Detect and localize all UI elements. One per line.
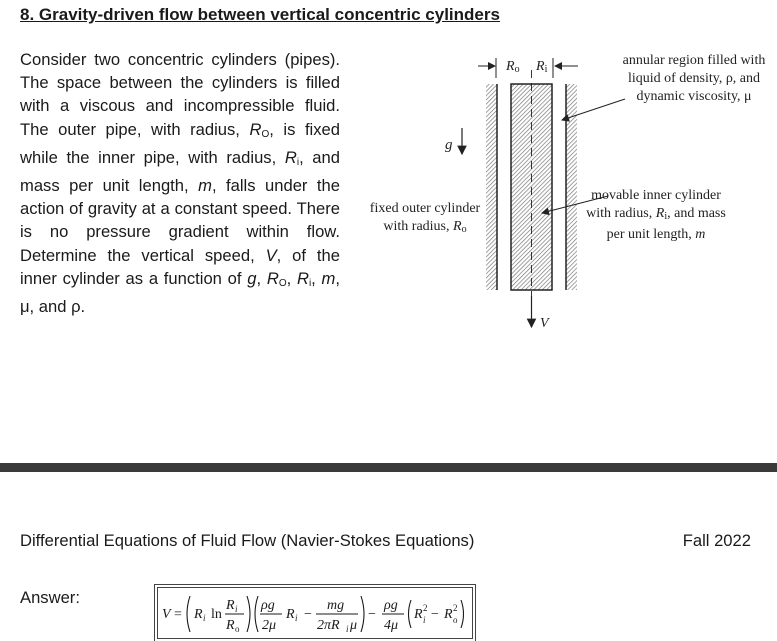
list-ro-symbol: $R_O$ bbox=[266, 268, 287, 289]
svg-text:2: 2 bbox=[423, 603, 428, 613]
svg-text:i: i bbox=[235, 604, 238, 614]
list-m-symbol: m bbox=[321, 268, 336, 288]
svg-text:i: i bbox=[203, 613, 206, 623]
outer-wall-left bbox=[486, 84, 497, 290]
problem-text-4: , falls under the action of gravity at a constant speed. There is no pressure gradient within flow. Determine the vertical speed, bbox=[20, 176, 340, 265]
v-label: V bbox=[540, 316, 549, 331]
term-label: Fall 2022 bbox=[682, 531, 751, 550]
svg-text:2: 2 bbox=[453, 603, 458, 613]
svg-text:R: R bbox=[444, 607, 453, 622]
inner-cylinder-label: movable inner cylinder with radius, $R_i$, and mass per unit length, m bbox=[586, 188, 726, 242]
svg-text:R: R bbox=[194, 607, 203, 622]
problem-text-end: , μ, and ρ. bbox=[20, 268, 340, 317]
ri-symbol: $R_i$ bbox=[284, 147, 300, 168]
svg-text:−: − bbox=[304, 607, 312, 622]
svg-text:R: R bbox=[226, 618, 235, 633]
svg-text:ln: ln bbox=[211, 607, 222, 622]
ri-label: $R_i$ bbox=[536, 59, 548, 75]
formula-v: V bbox=[162, 607, 171, 622]
svg-text:−: − bbox=[431, 607, 439, 622]
ro-label: $R_o$ bbox=[506, 59, 520, 75]
svg-text:R: R bbox=[286, 607, 295, 622]
answer-formula bbox=[157, 587, 473, 639]
g-symbol: g bbox=[247, 268, 257, 288]
outer-cylinder-label: fixed outer cylinder with radius, $R_o$ bbox=[369, 201, 481, 235]
problem-text-3: , and mass per unit length, bbox=[20, 147, 340, 196]
section-divider bbox=[0, 463, 777, 472]
formula-eq: = bbox=[174, 607, 182, 622]
problem-text-5: , of the inner cylinder as a function of bbox=[20, 245, 340, 288]
page-title: 8. Gravity-driven flow between vertical concentric cylinders bbox=[20, 5, 500, 24]
svg-text:2πR: 2πR bbox=[317, 618, 340, 633]
svg-text:i: i bbox=[423, 615, 426, 625]
svg-text:2μ: 2μ bbox=[262, 618, 277, 633]
svg-text:o: o bbox=[235, 624, 240, 634]
svg-text:ρg: ρg bbox=[261, 598, 275, 613]
svg-text:ρg: ρg bbox=[384, 598, 398, 613]
outer-wall-right bbox=[566, 84, 577, 290]
svg-text:4μ: 4μ bbox=[384, 618, 399, 633]
svg-text:mg: mg bbox=[327, 598, 345, 613]
problem-text-2: , is fixed while the inner pipe, with radius, bbox=[20, 119, 340, 167]
answer-label: Answer: bbox=[20, 588, 80, 607]
v-symbol: V bbox=[265, 245, 277, 265]
svg-text:i: i bbox=[295, 613, 298, 623]
svg-text:o: o bbox=[453, 615, 458, 625]
svg-text:μ: μ bbox=[350, 618, 358, 633]
svg-text:i: i bbox=[346, 624, 349, 634]
annular-label: annular region filled with liquid of density, ρ, and dynamic viscosity, μ bbox=[622, 53, 766, 104]
g-label: g bbox=[445, 137, 453, 153]
m-symbol: m bbox=[198, 176, 212, 196]
list-ri-symbol: $R_i$ bbox=[296, 268, 312, 289]
svg-text:R: R bbox=[226, 598, 235, 613]
course-title: Differential Equations of Fluid Flow (Navier-Stokes Equations) bbox=[20, 531, 475, 550]
svg-text:R: R bbox=[414, 607, 423, 622]
problem-statement: Consider two concentric cylinders (pipes). The space between the cylinders is filled with a viscous and incompressible fluid. The outer pipe, with radius, $R_O$, is fixed while the inner pipe, with radius, $R_i$, and mass per unit length, m, falls under the action of gravity at a constant speed. There is no pressure gradient within flow. Determine the vertical speed, V, of the inner cylinder as a function of g, $R_O$, $R_i$, m, μ, and ρ. bbox=[20, 50, 340, 317]
problem-text-1: Consider two concentric cylinders (pipes). The space between the cylinders is filled with a viscous and incompressible fluid. The outer pipe, with radius, bbox=[20, 50, 340, 139]
ro-symbol: $R_O$ bbox=[249, 119, 270, 140]
svg-text:−: − bbox=[368, 607, 376, 622]
